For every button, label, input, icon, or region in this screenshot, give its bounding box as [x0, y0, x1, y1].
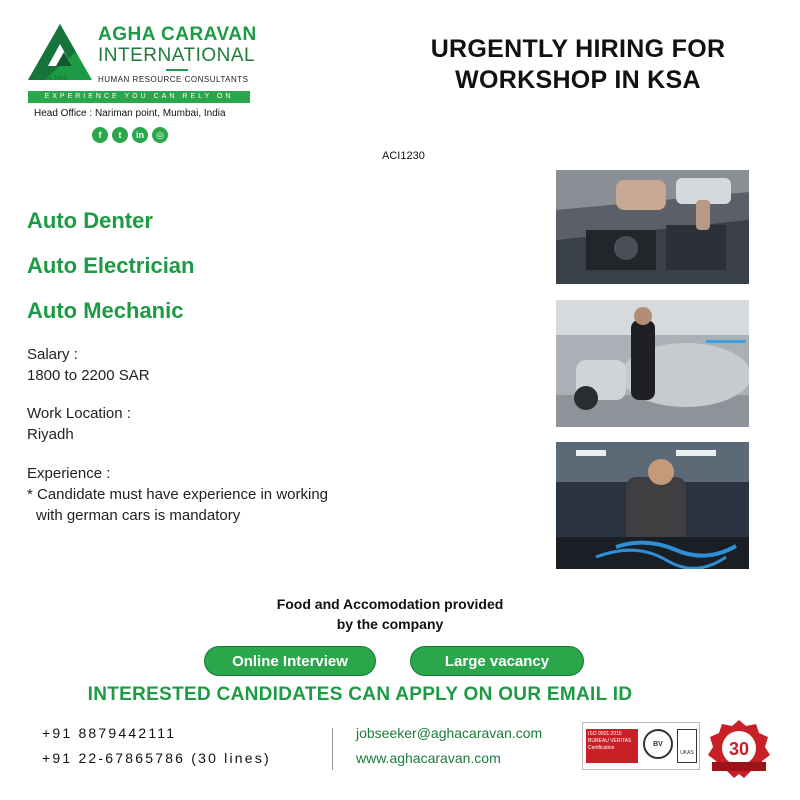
brand-subtitle: HUMAN RESOURCE CONSULTANTS — [98, 75, 249, 84]
brand-name-line1: AGHA CARAVAN — [98, 24, 257, 45]
instagram-icon[interactable]: ◎ — [152, 127, 168, 143]
facebook-icon[interactable]: f — [92, 127, 108, 143]
brand-tagline: EXPERIENCE YOU CAN RELY ON — [28, 91, 250, 103]
experience-line2: with german cars is mandatory — [36, 507, 241, 524]
photo-car-body-work — [556, 300, 749, 427]
headline-line2: WORKSHOP IN KSA — [455, 66, 701, 94]
location-label: Work Location : — [27, 405, 131, 422]
online-interview-badge: Online Interview — [204, 646, 376, 676]
email-link[interactable]: jobseeker@aghacaravan.com — [356, 725, 543, 741]
job-title-auto-electrician: Auto Electrician — [27, 253, 195, 278]
photo-mechanic-tools — [556, 442, 749, 569]
salary-info — [27, 344, 150, 386]
photo-engine-repair — [556, 170, 749, 284]
phone-number-2[interactable]: +91 22-67865786 (30 lines) — [42, 750, 271, 766]
location-value: Riyadh — [27, 426, 74, 443]
social-icons — [92, 127, 168, 143]
benefits-line1: Food and Accomodation provided — [276, 596, 504, 612]
company-logo — [26, 22, 256, 102]
location-info — [27, 403, 131, 445]
job-title-auto-denter: Auto Denter — [27, 208, 153, 233]
bv-seal-icon: BV — [643, 729, 673, 759]
experience-info — [27, 463, 328, 526]
linkedin-icon[interactable]: in — [132, 127, 148, 143]
ukas-icon: UKAS — [677, 729, 697, 763]
logo-triangle-icon — [26, 22, 94, 84]
benefits-text — [200, 594, 580, 634]
job-title-auto-mechanic: Auto Mechanic — [27, 298, 184, 323]
apply-instructions: INTERESTED CANDIDATES CAN APPLY ON OUR EMAIL ID — [87, 684, 633, 705]
brand-name-line2: INTERNATIONAL — [98, 45, 256, 66]
salary-value: 1800 to 2200 SAR — [27, 367, 150, 384]
benefits-line2: by the company — [336, 616, 444, 632]
reference-code: ACI1230 — [382, 150, 425, 162]
twitter-icon[interactable]: t — [112, 127, 128, 143]
anniversary-30-badge-icon — [706, 718, 772, 780]
logo-since: Since 1993 — [36, 76, 68, 82]
large-vacancy-badge: Large vacancy — [410, 646, 584, 676]
phone-number-1[interactable]: +91 8879442111 — [42, 725, 177, 741]
headline — [380, 34, 776, 96]
experience-label: Experience : — [27, 465, 111, 482]
bureau-veritas-label: ISO 9001:2015 BUREAU VERITAS Certification — [586, 729, 638, 763]
head-office-text: Head Office : Nariman point, Mumbai, India — [34, 108, 226, 119]
contact-divider — [332, 728, 333, 770]
anniversary-number: 30 — [728, 739, 750, 759]
brand-divider — [166, 69, 188, 71]
certification-logos — [582, 722, 700, 770]
headline-line1: URGENTLY HIRING FOR — [430, 35, 726, 63]
experience-line1: * Candidate must have experience in working — [27, 486, 329, 503]
website-link[interactable]: www.aghacaravan.com — [356, 750, 501, 766]
salary-label: Salary : — [27, 346, 78, 363]
